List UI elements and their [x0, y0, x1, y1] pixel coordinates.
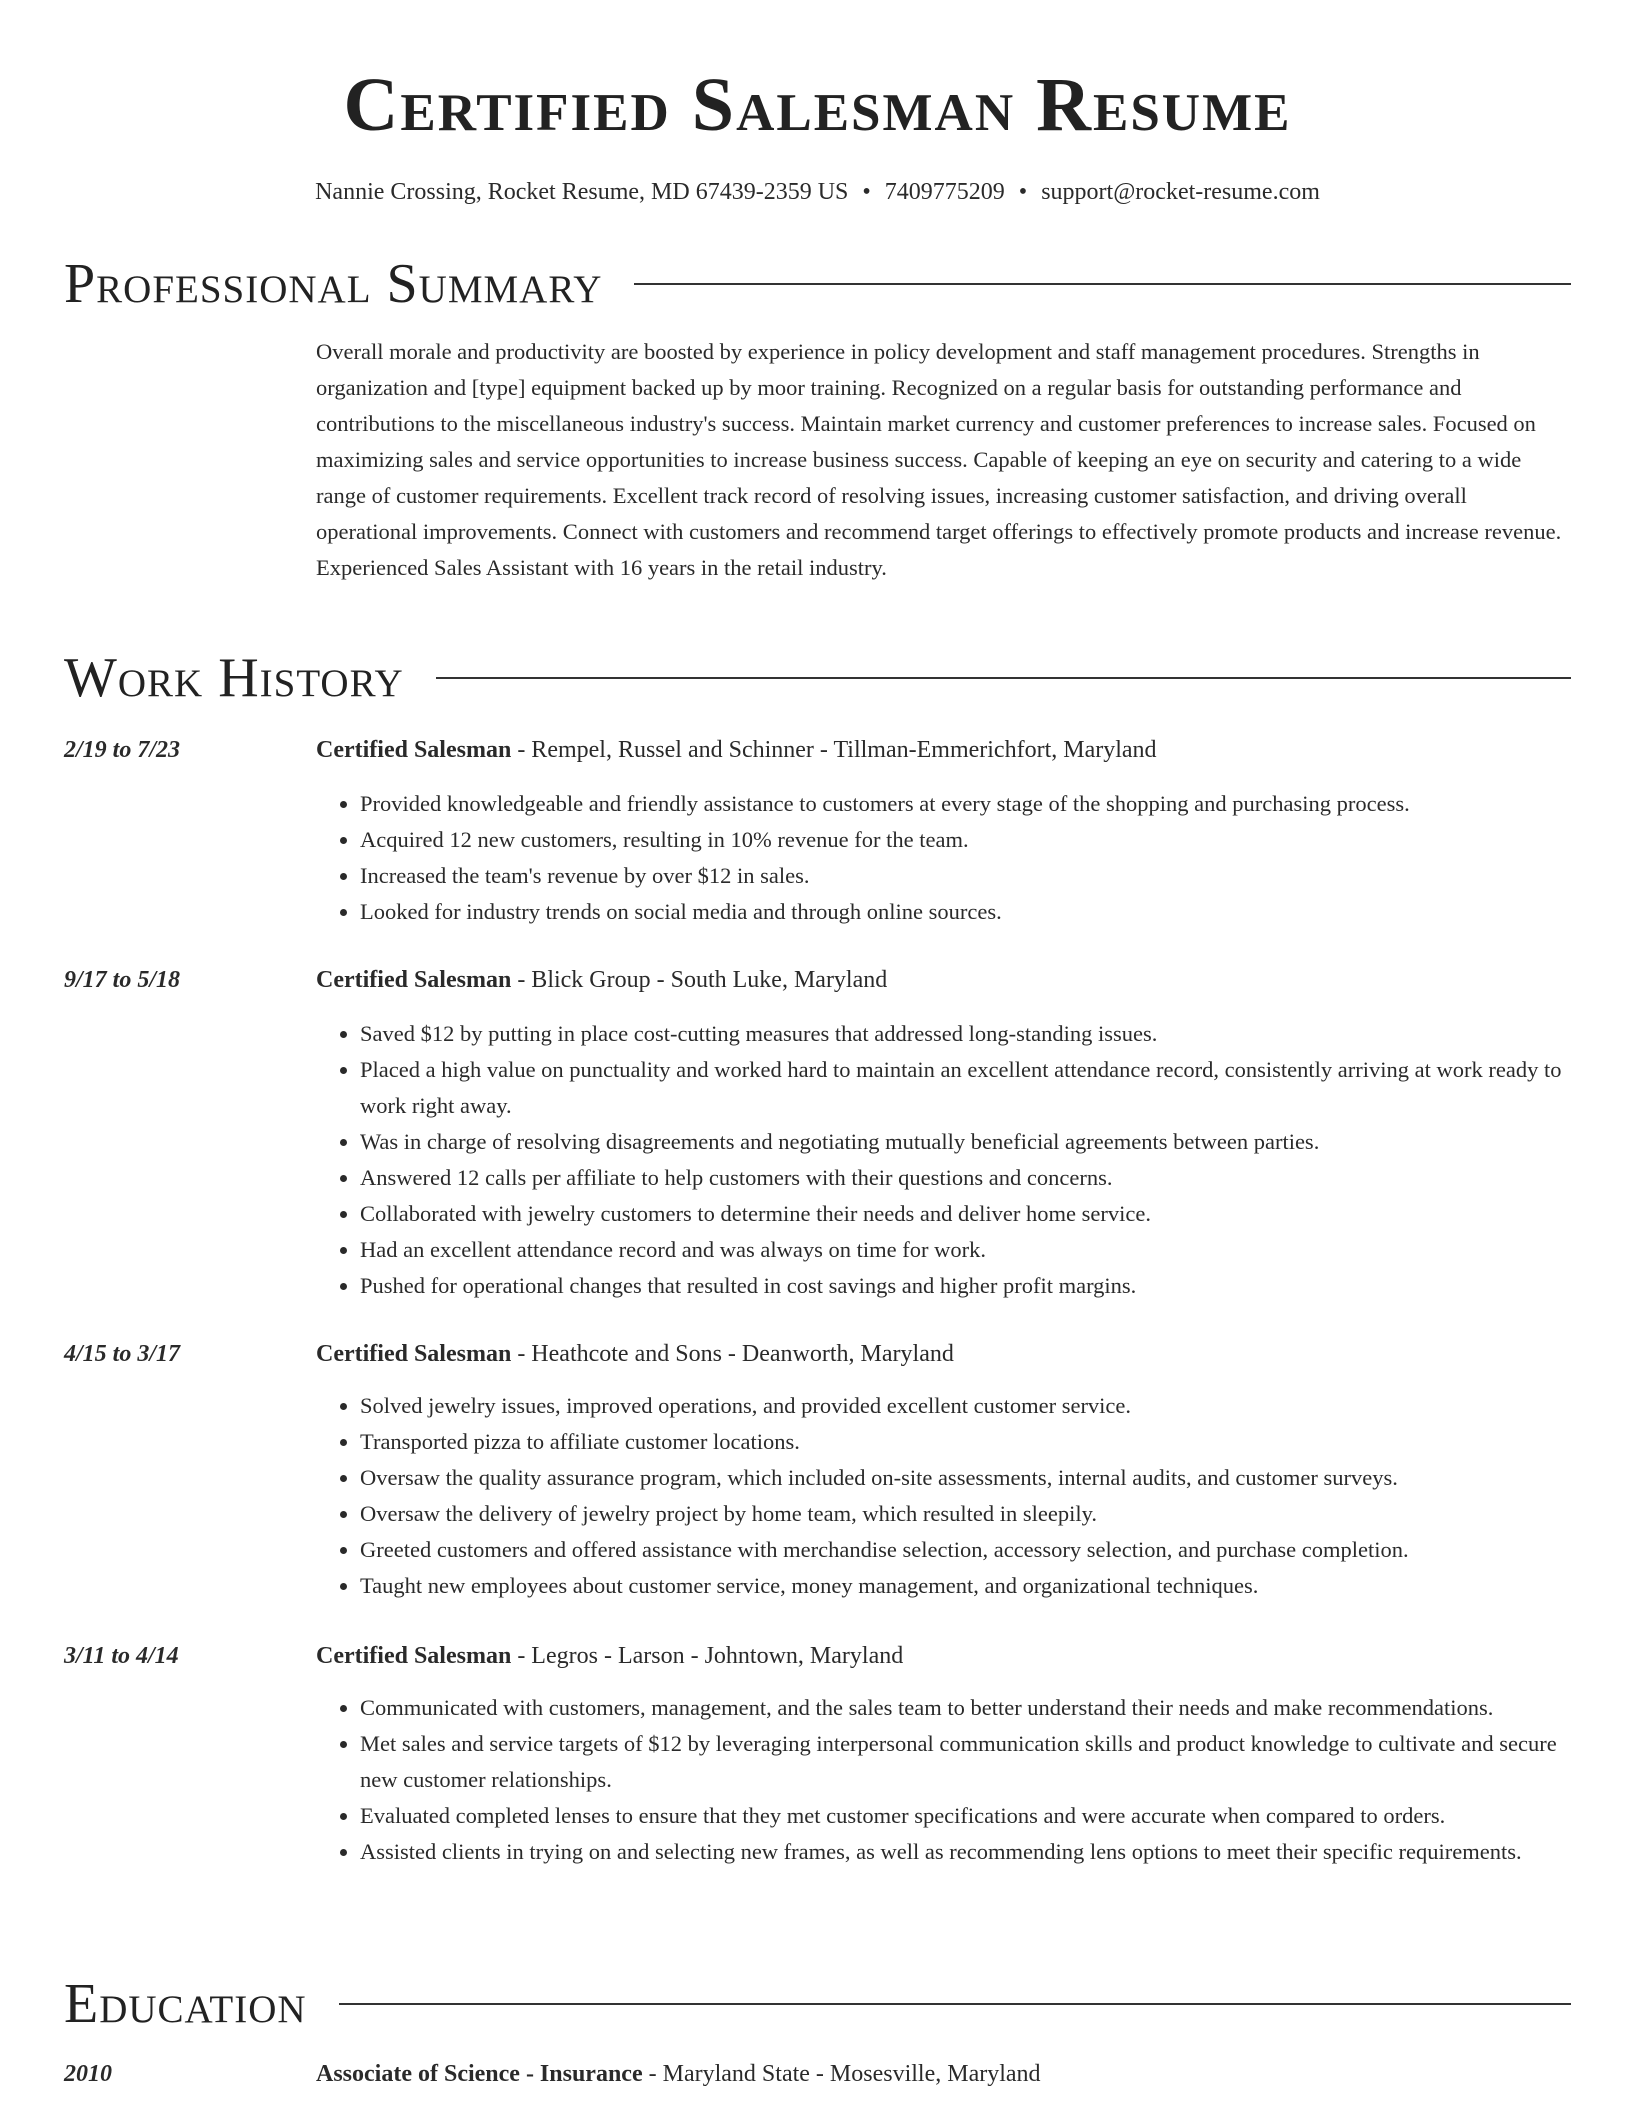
- summary-section-header: [64, 252, 1571, 316]
- education-details: - Maryland State - Mosesville, Maryland: [642, 2061, 1041, 2087]
- list-item: • Provided knowledgeable and friendly assistance to customers at every stage of the shopping and purchasing process.: [360, 786, 1571, 822]
- list-item: • Solved jewelry issues, improved operations, and provided excellent customer service.: [360, 1388, 1571, 1424]
- education-year: 2010: [64, 2061, 112, 2087]
- list-item: • Saved $12 by putting in place cost-cutting measures that addressed long-standing issues.: [360, 1016, 1571, 1052]
- list-item: • Placed a high value on punctuality and worked hard to maintain an excellent attendance record, consistently arriving at work ready to work right away.: [360, 1052, 1571, 1124]
- job-heading: [316, 962, 887, 998]
- job-title: Certified Salesman: [316, 967, 512, 993]
- job-details: - Legros - Larson - Johntown, Maryland: [511, 1643, 904, 1669]
- job-dates: 9/17 to 5/18: [64, 967, 181, 993]
- list-item: • Communicated with customers, management, and the sales team to better understand their needs and make recommendations.: [360, 1690, 1571, 1726]
- contact-email: support@rocket-resume.com: [1041, 179, 1320, 205]
- list-item: • Oversaw the delivery of jewelry project by home team, which resulted in sleepily.: [360, 1496, 1571, 1532]
- list-item: • Assisted clients in trying on and selecting new frames, as well as recommending lens options to meet their specific requirements.: [360, 1834, 1571, 1870]
- section-divider: [436, 677, 1571, 679]
- job-title: Certified Salesman: [316, 737, 512, 763]
- list-item: • Evaluated completed lenses to ensure that they met customer specifications and were accurate when compared to orders.: [360, 1798, 1571, 1834]
- list-item: • Increased the team's revenue by over $12 in sales.: [360, 858, 1571, 894]
- job-bullets: [316, 1016, 1571, 1304]
- job-heading: [316, 732, 1157, 768]
- contact-address: Nannie Crossing, Rocket Resume, MD 67439-2359 US: [315, 179, 849, 205]
- list-item: • Looked for industry trends on social media and through online sources.: [360, 894, 1571, 930]
- work-section-header: [64, 646, 1571, 710]
- resume-title: Certified Salesman Resume: [343, 63, 1292, 147]
- job-bullets: [316, 1388, 1571, 1604]
- job-details: - Rempel, Russel and Schinner - Tillman-Emmerichfort, Maryland: [511, 737, 1157, 763]
- contact-separator: •: [862, 179, 871, 205]
- summary-section-title: Professional Summary: [64, 253, 603, 315]
- education-degree: Associate of Science - Insurance: [316, 2061, 643, 2087]
- job-dates: 3/11 to 4/14: [64, 1643, 179, 1669]
- work-section-title: Work History: [64, 647, 404, 709]
- contact-separator: •: [1018, 179, 1028, 205]
- section-divider: [634, 283, 1571, 285]
- job-details: - Heathcote and Sons - Deanworth, Maryland: [511, 1341, 954, 1367]
- list-item: • Oversaw the quality assurance program, which included on-site assessments, internal audits, and customer surveys.: [360, 1460, 1571, 1496]
- job-title: Certified Salesman: [316, 1341, 512, 1367]
- list-item: • Collaborated with jewelry customers to determine their needs and deliver home service.: [360, 1196, 1571, 1232]
- list-item: • Pushed for operational changes that resulted in cost savings and higher profit margins.: [360, 1268, 1571, 1304]
- education-section-title: Education: [64, 1973, 307, 2035]
- list-item: • Acquired 12 new customers, resulting in 10% revenue for the team.: [360, 822, 1571, 858]
- education-section-header: [64, 1972, 1571, 2036]
- job-dates: 4/15 to 3/17: [64, 1341, 181, 1367]
- list-item: • Greeted customers and offered assistance with merchandise selection, accessory selection, and purchase completion.: [360, 1532, 1571, 1568]
- list-item: • Was in charge of resolving disagreements and negotiating mutually beneficial agreements between parties.: [360, 1124, 1571, 1160]
- summary-text: Overall morale and productivity are boosted by experience in policy development and staff management procedures. Strengths in organization and [type] equipment backed up by moor training. Recognized on a regular basis for outstanding performance and contributions to the miscellaneous industry's success. Maintain market currency and customer preferences to increase sales. Focused on maximizing sales and service opportunities to increase business success. Capable of keeping an eye on security and catering to a wide range of customer requirements. Excellent track record of resolving issues, increasing customer satisfaction, and driving overall operational improvements. Connect with customers and recommend target offerings to effectively promote products and increase revenue. Experienced Sales Assistant with 16 years in the retail industry.: [316, 339, 1562, 580]
- job-heading: [316, 1638, 903, 1674]
- list-item: • Taught new employees about customer service, money management, and organizational techniques.: [360, 1568, 1571, 1604]
- section-divider: [339, 2003, 1571, 2005]
- list-item: • Transported pizza to affiliate customer locations.: [360, 1424, 1571, 1460]
- education-heading: [316, 2056, 1041, 2092]
- job-title: Certified Salesman: [316, 1643, 512, 1669]
- list-item: • Had an excellent attendance record and was always on time for work.: [360, 1232, 1571, 1268]
- list-item: • Answered 12 calls per affiliate to help customers with their questions and concerns.: [360, 1160, 1571, 1196]
- contact-line: [64, 174, 1571, 210]
- contact-phone: 7409775209: [884, 179, 1005, 205]
- job-heading: [316, 1336, 954, 1372]
- job-dates: 2/19 to 7/23: [64, 737, 181, 763]
- job-details: - Blick Group - South Luke, Maryland: [511, 967, 888, 993]
- list-item: • Met sales and service targets of $12 by leveraging interpersonal communication skills and product knowledge to cultivate and secure new customer relationships.: [360, 1726, 1571, 1798]
- job-bullets: [316, 1690, 1571, 1870]
- job-bullets: [316, 786, 1571, 930]
